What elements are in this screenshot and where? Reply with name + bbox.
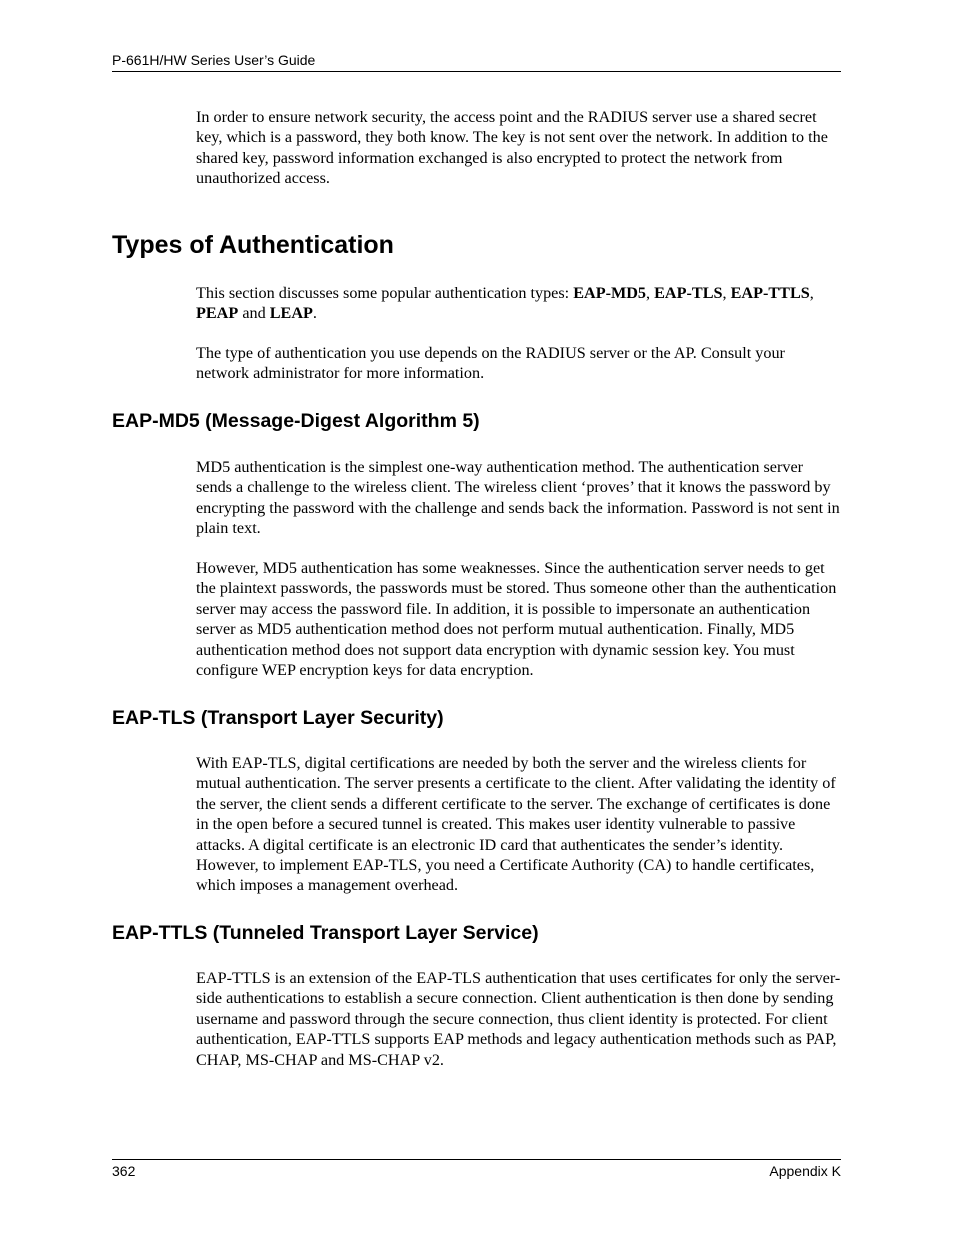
section-heading-types-of-authentication: Types of Authentication <box>112 231 394 259</box>
running-header <box>112 51 841 69</box>
auth-type-eap-md5: EAP-MD5 <box>573 284 647 302</box>
types-lead-text: This section discusses some popular authentication types: <box>196 284 574 302</box>
section-heading-eap-tls: EAP-TLS (Transport Layer Security) <box>112 707 444 729</box>
intro-paragraph: In order to ensure network security, the access point and the RADIUS server use a shared secret key, which is a password, they both know. The key is not sent over the network. In addition to the shared key, password information exchanged is also encrypted to protect the network from unauthorized access. <box>196 108 828 188</box>
separator: , <box>809 284 814 302</box>
ttls-paragraph-1: EAP-TTLS is an extension of the EAP-TLS authentication that uses certificates for only the server-side authentications to establish a secure connection. Client authentication is then done by sending username and password through the secure connection, thus client identity is protected. For client authentication, EAP-TTLS supports EAP methods and legacy authentication methods such as PAP, CHAP, MS-CHAP and MS-CHAP v2. <box>196 969 841 1069</box>
auth-type-leap: LEAP <box>269 304 313 323</box>
separator: , <box>646 284 655 302</box>
page-number: 362 <box>112 1163 136 1179</box>
section-heading-eap-md5: EAP-MD5 (Message-Digest Algorithm 5) <box>112 410 480 432</box>
footer-section-label: Appendix K <box>769 1163 841 1179</box>
sentence-end: . <box>312 304 317 323</box>
md5-paragraph-2: However, MD5 authentication has some weaknesses. Since the authentication server needs to get the plaintext passwords, the passwords must be stored. Thus someone other than the authentication server may access the password file. In addition, it is possible to impersonate an authentication server as MD5 authentication method does not perform mutual authentication. Finally, MD5 authentication method does not support data encryption with dynamic session key. You must configure WEP encryption keys for data encryption. <box>196 559 837 680</box>
document-title: P-661H/HW Series User’s Guide <box>112 52 316 68</box>
auth-type-eap-ttls: EAP-TTLS <box>730 284 810 302</box>
auth-type-peap: PEAP <box>196 304 239 323</box>
tls-paragraph-1: With EAP-TLS, digital certifications are needed by both the server and the wireless clients for mutual authentication. The server presents a certificate to the client. After validating the identity of the server, the client sends a different certificate to the server. The exchange of certificates is done in the open before a secured tunnel is created. This makes user identity vulnerable to passive attacks. A digital certificate is an electronic ID card that authenticates the sender’s identity. However, to implement EAP-TLS, you need a Certificate Authority (CA) to handle certificates, which imposes a management overhead. <box>196 754 836 895</box>
section-heading-eap-ttls: EAP-TTLS (Tunneled Transport Layer Service) <box>112 922 539 944</box>
running-footer <box>112 1162 841 1180</box>
separator: , <box>722 284 731 302</box>
md5-paragraph-1: MD5 authentication is the simplest one-way authentication method. The authentication server sends a challenge to the wireless client. The wireless client ‘proves’ that it knows the password by encrypting the password with the challenge and sends back the information. Password is not sent in plain text. <box>196 458 840 538</box>
header-divider <box>112 71 841 72</box>
types-paragraph-1 <box>196 283 842 324</box>
types-paragraph-2: The type of authentication you use depends on the RADIUS server or the AP. Consult your network administrator for more information. <box>196 344 785 383</box>
footer-divider <box>112 1159 841 1160</box>
separator: and <box>238 304 270 323</box>
auth-type-eap-tls: EAP-TLS <box>654 284 723 302</box>
